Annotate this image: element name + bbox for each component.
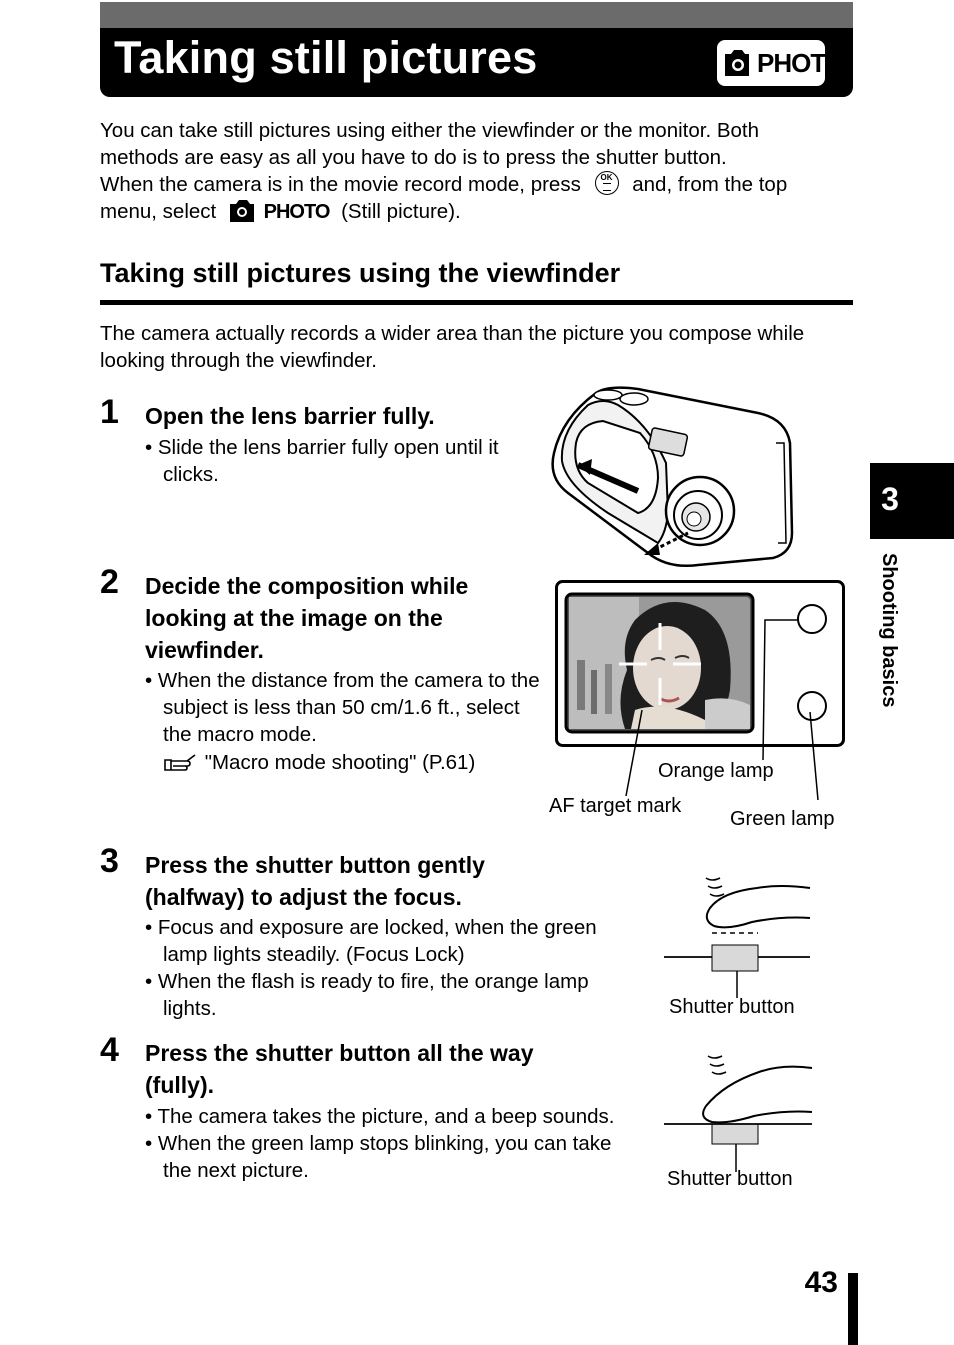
chapter-label: Shooting basics: [878, 553, 900, 708]
intro-line: [100, 171, 860, 198]
page-number-bar: [848, 1273, 858, 1345]
step-number: 3: [100, 842, 119, 880]
camera-lens-barrier-illustration: [548, 383, 798, 573]
chapter-tab: [870, 463, 954, 539]
step-bullet: • When the distance from the camera to the subject is less than 50 cm/1.6 ft., select the macro mode.: [145, 669, 540, 746]
step-number: 4: [100, 1031, 119, 1069]
step-number: 1: [100, 393, 119, 431]
section-paragraph: [100, 320, 860, 374]
shutter-button-label: Shutter button: [669, 996, 795, 1018]
reference-text: "Macro mode shooting" (P.61): [204, 751, 476, 774]
section-line: looking through the viewfinder.: [100, 349, 377, 372]
step-bullet: • Focus and exposure are locked, when the green lamp lights steadily. (Focus Lock): [145, 916, 597, 966]
section-divider: [100, 300, 853, 305]
step-bullet: • The camera takes the picture, and a beep sounds.: [145, 1105, 615, 1128]
step-bullet: • Slide the lens barrier fully open until it clicks.: [145, 436, 499, 486]
intro-text: and, from the top: [632, 173, 788, 196]
intro-text: When the camera is in the movie record mode, press: [100, 173, 581, 196]
intro-line: [100, 198, 860, 226]
section-line: The camera actually records a wider area than the picture you compose while: [100, 322, 805, 345]
ok-icon-text: OK: [600, 173, 613, 182]
photo-mode-badge: [717, 40, 844, 86]
photo-inline-label: PHOTO: [263, 201, 330, 223]
step-title: Press the shutter button all the way (fully).: [145, 1040, 534, 1098]
step-title: Press the shutter button gently (halfway) to adjust the focus.: [145, 852, 485, 910]
intro-text: (Still picture).: [341, 200, 461, 223]
ok-button-icon: [595, 171, 619, 195]
step-bullet: • When the flash is ready to fire, the orange lamp lights.: [145, 970, 589, 1020]
chapter-number: 3: [881, 481, 899, 517]
intro-line: methods are easy as all you have to do is to press the shutter button.: [100, 146, 727, 169]
shutter-button-label: Shutter button: [667, 1168, 793, 1190]
camera-icon: [228, 198, 258, 222]
step-bullets: [145, 914, 625, 1022]
step-number: 2: [100, 563, 119, 601]
page-number: 43: [804, 1266, 838, 1299]
green-lamp-label: Green lamp: [730, 808, 835, 830]
press-indicator-icon: [708, 1056, 726, 1074]
shutter-half-press-illustration: [662, 870, 812, 1000]
reference-note: [163, 749, 523, 776]
intro-text: menu, select: [100, 200, 217, 223]
af-target-label: AF target mark: [549, 795, 682, 817]
step-title: Decide the composition while looking at the image on the viewfinder.: [145, 573, 469, 663]
shutter-full-press-illustration: [662, 1050, 814, 1175]
step-bullet: • When the green lamp stops blinking, you can take the next picture.: [145, 1132, 612, 1182]
pointing-hand-icon: [163, 750, 199, 774]
press-indicator-icon: [706, 878, 724, 896]
orange-lamp-label: Orange lamp: [658, 760, 774, 782]
photo-badge-label: PHOTO: [757, 48, 844, 78]
title-banner: [100, 2, 853, 97]
section-heading: Taking still pictures using the viewfinder: [100, 258, 621, 288]
intro-line: You can take still pictures using either the viewfinder or the monitor. Both: [100, 119, 760, 142]
page-title: Taking still pictures: [114, 32, 538, 83]
step-bullets: [145, 1103, 620, 1184]
banner-top-stripe: [100, 2, 853, 28]
intro-paragraph: [100, 117, 860, 226]
step-title: Open the lens barrier fully.: [145, 403, 435, 429]
